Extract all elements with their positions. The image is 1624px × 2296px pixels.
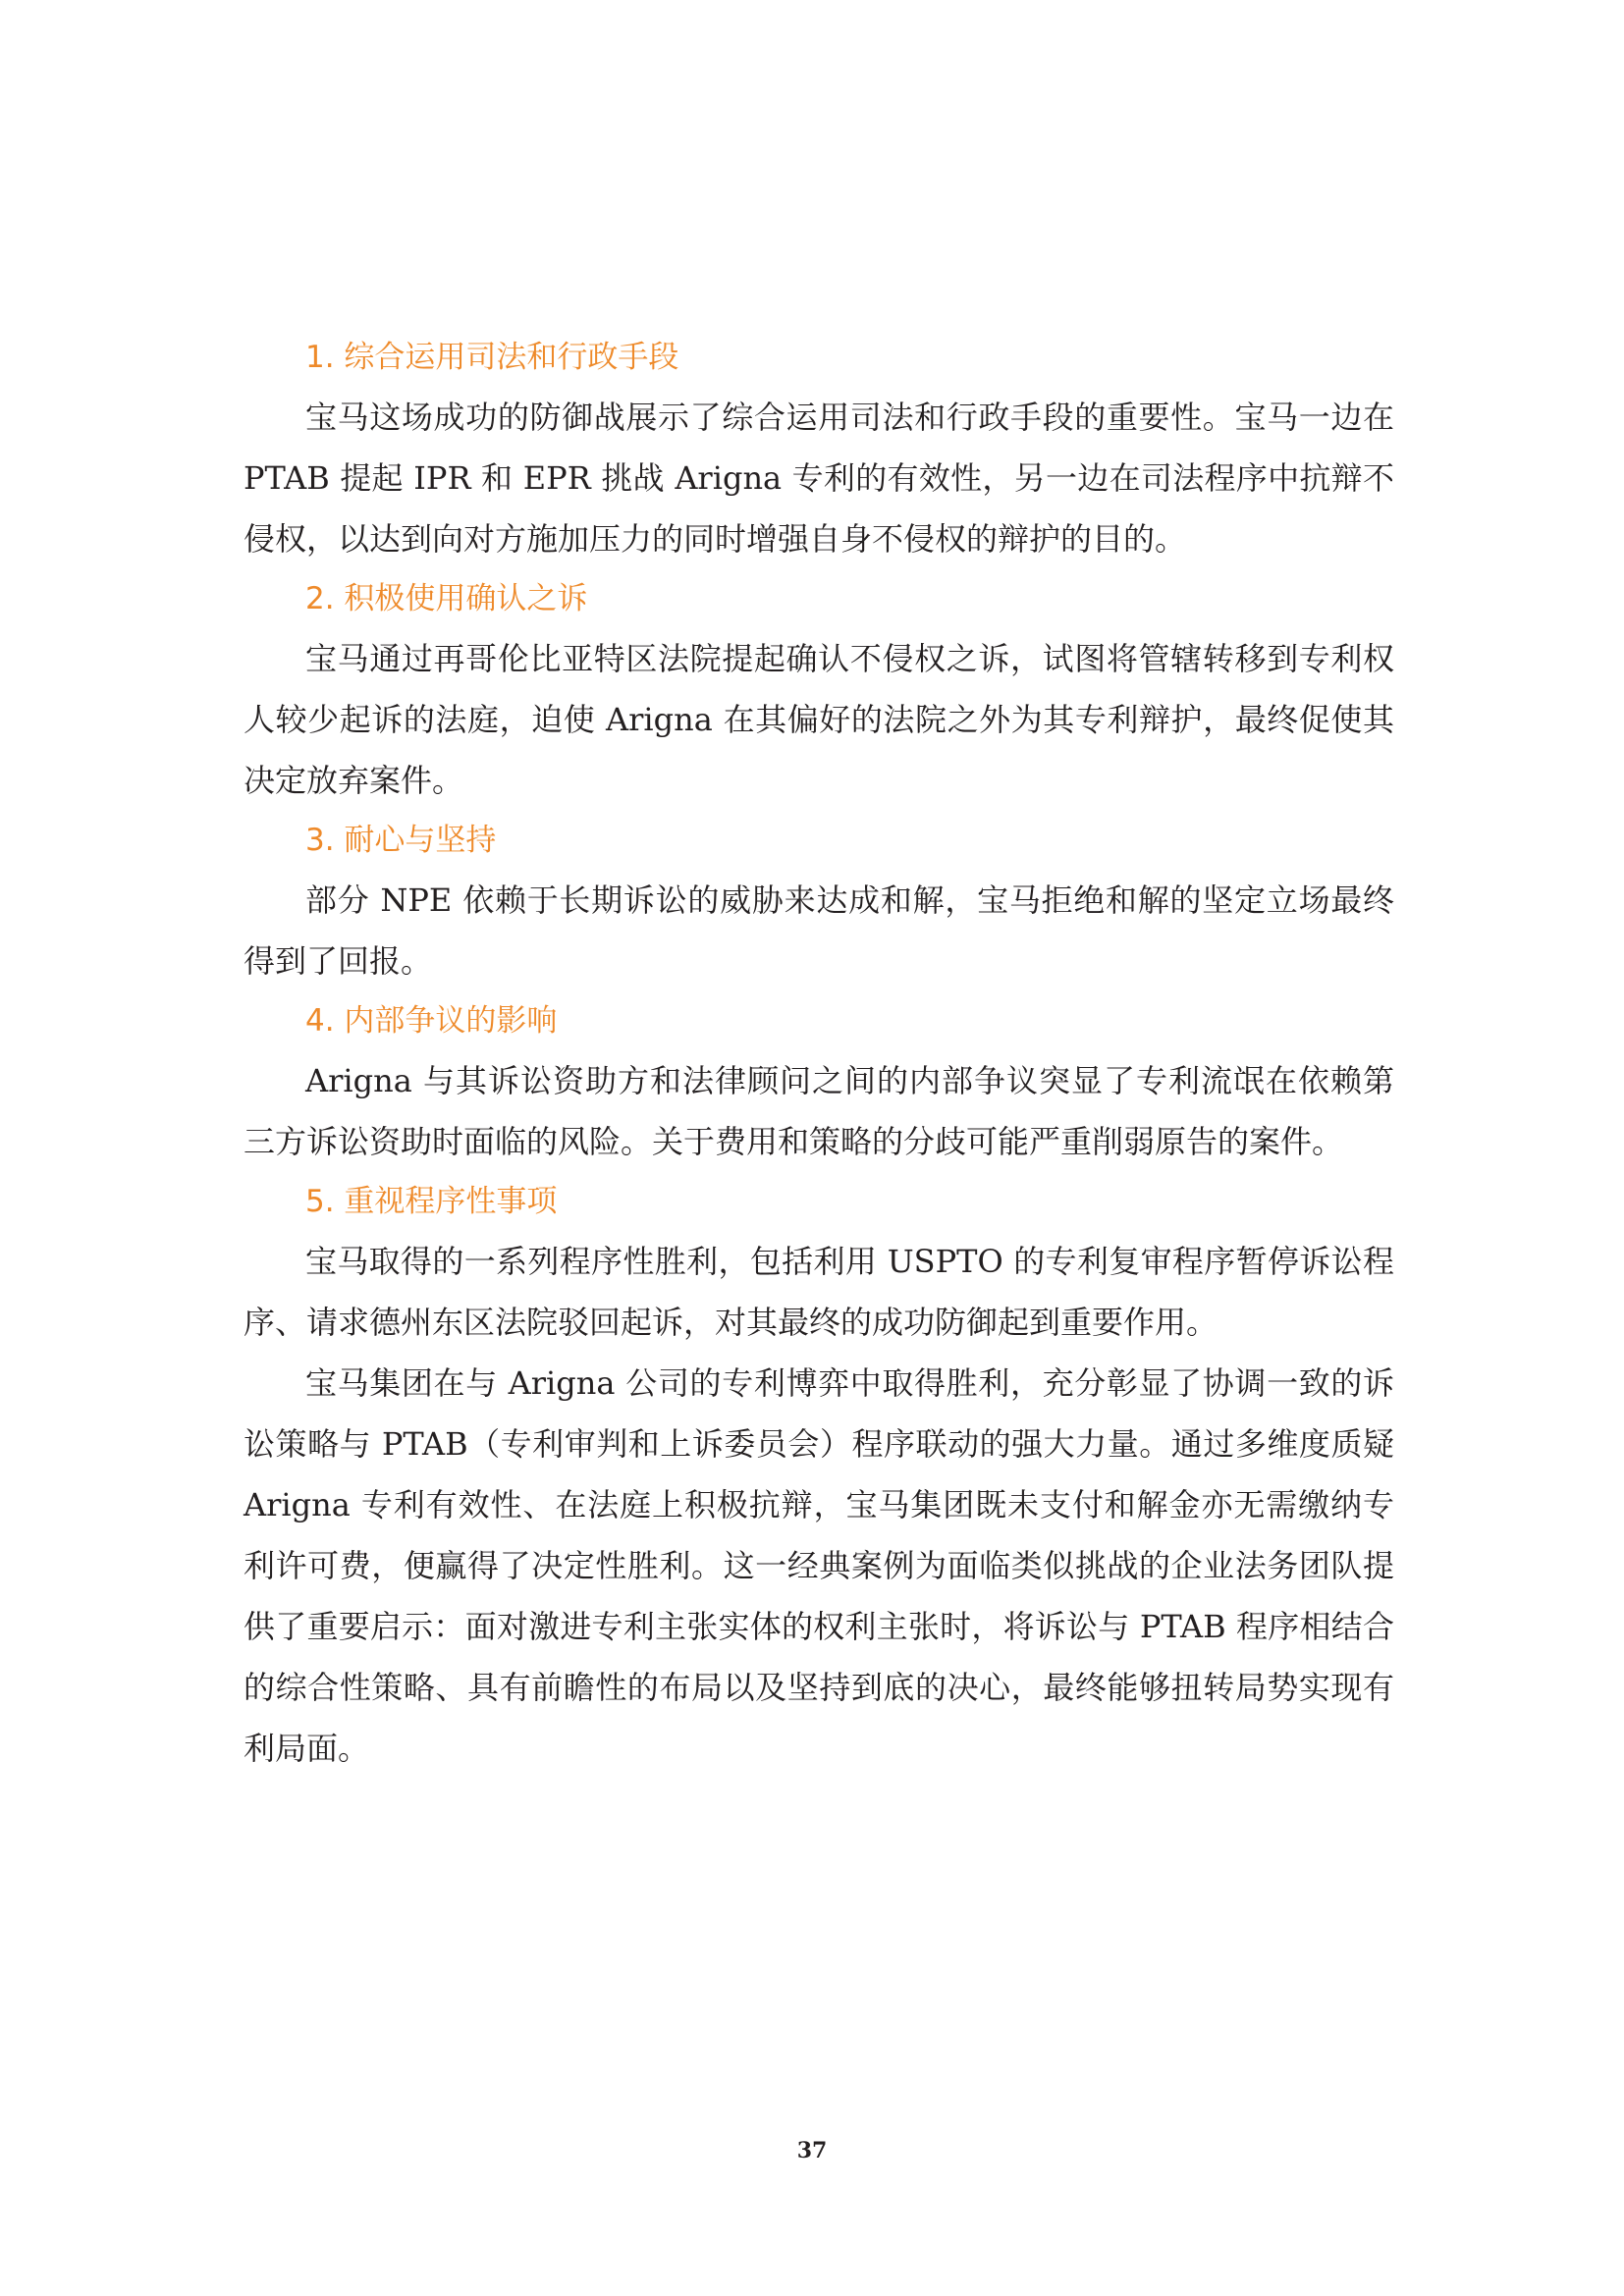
- conclusion-paragraph: 宝马集团在与 Arigna 公司的专利博弈中取得胜利，充分彰显了协调一致的诉讼策略与 PTAB（专利审判和上诉委员会）程序联动的强大力量。通过多维度质疑 Arigna 专利有效性、在法庭上积极抗辩，宝马集团既未支付和解金亦无需缴纳专利许可费，便赢得了决定性胜利。这一经典案例为面临类似挑战的企业法务团队提供了重要启示：面对激进专利主张实体的权利主张时，将诉讼与 PTAB 程序相结合的综合性策略、具有前瞻性的布局以及坚持到底的决心，最终能够扭转局势实现有利局面。: [244, 1364, 1394, 1767]
- document-body: [244, 328, 1394, 1779]
- section-5-paragraph: 宝马取得的一系列程序性胜利，包括利用 USPTO 的专利复审程序暂停诉讼程序、请求德州东区法院驳回起诉，对其最终的成功防御起到重要作用。: [244, 1243, 1394, 1341]
- section-heading-4: 4. 内部争议的影响: [305, 1003, 558, 1039]
- section-4-paragraph: Arigna 与其诉讼资助方和法律顾问之间的内部争议突显了专利流氓在依赖第三方诉讼资助时面临的风险。关于费用和策略的分歧可能严重削弱原告的案件。: [244, 1062, 1394, 1160]
- section-2-paragraph: 宝马通过再哥伦比亚特区法院提起确认不侵权之诉，试图将管辖转移到专利权人较少起诉的法庭，迫使 Arigna 在其偏好的法院之外为其专利辩护，最终促使其决定放弃案件。: [244, 640, 1394, 799]
- section-heading-2: 2. 积极使用确认之诉: [305, 581, 588, 616]
- page-number: 37: [796, 2138, 828, 2163]
- section-3-paragraph: 部分 NPE 依赖于长期诉讼的威胁来达成和解，宝马拒绝和解的坚定立场最终得到了回报。: [244, 881, 1394, 980]
- section-heading-5: 5. 重视程序性事项: [305, 1184, 558, 1219]
- section-heading-3: 3. 耐心与坚持: [305, 823, 497, 858]
- section-1-paragraph: 宝马这场成功的防御战展示了综合运用司法和行政手段的重要性。宝马一边在 PTAB 提起 IPR 和 EPR 挑战 Arigna 专利的有效性，另一边在司法程序中抗辩不侵权，以达到向对方施加压力的同时增强自身不侵权的辩护的目的。: [244, 399, 1394, 558]
- section-heading-1: 1. 综合运用司法和行政手段: [305, 340, 679, 375]
